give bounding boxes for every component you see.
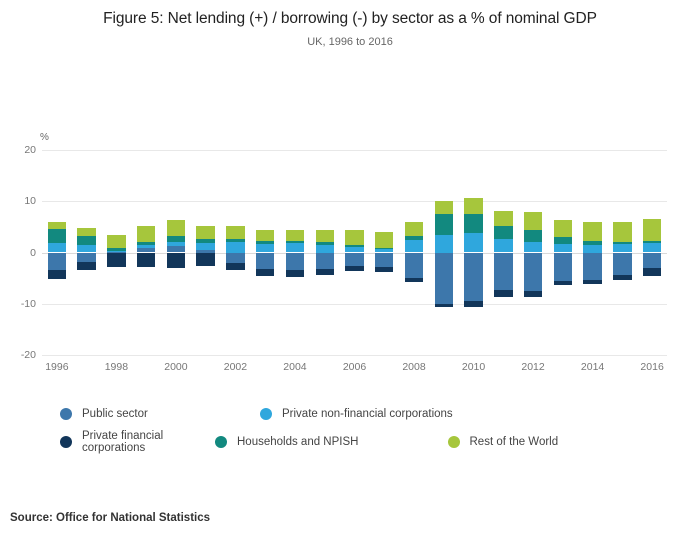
legend-label: Rest of the World bbox=[469, 436, 559, 448]
chart-legend bbox=[60, 400, 680, 456]
bar-segment bbox=[375, 267, 393, 273]
bar-segment bbox=[464, 301, 482, 307]
bar-segment bbox=[524, 242, 542, 253]
bar-segment bbox=[77, 245, 95, 252]
legend-row bbox=[60, 400, 680, 428]
bar-segment bbox=[405, 236, 423, 241]
bar-segment bbox=[405, 278, 423, 282]
bar-segment bbox=[613, 244, 631, 252]
bar-segment bbox=[345, 230, 363, 245]
bar-segment bbox=[613, 275, 631, 280]
bar-segment bbox=[226, 239, 244, 242]
plot-canvas bbox=[42, 150, 667, 355]
bar-segment bbox=[583, 241, 601, 245]
bar-segment bbox=[613, 253, 631, 275]
bar-segment bbox=[524, 230, 542, 242]
bar-segment bbox=[256, 253, 274, 270]
bar-column bbox=[256, 150, 274, 355]
bar-segment bbox=[345, 247, 363, 253]
bar-segment bbox=[435, 201, 453, 214]
y-tick-label: 0 bbox=[30, 246, 36, 259]
bar-segment bbox=[226, 263, 244, 270]
bar-segment bbox=[375, 253, 393, 267]
bar-segment bbox=[77, 253, 95, 263]
legend-label: Private financial corporations bbox=[82, 430, 164, 454]
x-tick-label: 2004 bbox=[283, 361, 307, 373]
bar-segment bbox=[196, 226, 214, 239]
bar-segment bbox=[107, 235, 125, 248]
bar-segment bbox=[375, 249, 393, 253]
bar-segment bbox=[554, 253, 572, 281]
bar-segment bbox=[226, 242, 244, 252]
x-tick-label: 1996 bbox=[45, 361, 69, 373]
x-tick-label: 2000 bbox=[164, 361, 188, 373]
bar-segment bbox=[48, 229, 66, 243]
bar-segment bbox=[613, 222, 631, 243]
x-tick-label: 2002 bbox=[223, 361, 248, 373]
bar-segment bbox=[345, 245, 363, 247]
bar-column bbox=[316, 150, 334, 355]
plot-area bbox=[0, 120, 700, 385]
y-tick-label: -10 bbox=[20, 297, 36, 310]
bar-segment bbox=[554, 244, 572, 253]
bar-segment bbox=[375, 232, 393, 248]
bar-segment bbox=[554, 237, 572, 244]
bar-column bbox=[345, 150, 363, 355]
y-axis-unit-label: % bbox=[40, 132, 49, 143]
bar-column bbox=[554, 150, 572, 355]
bar-segment bbox=[494, 211, 512, 226]
bar-segment bbox=[286, 230, 304, 241]
bar-segment bbox=[643, 253, 661, 268]
bar-segment bbox=[464, 214, 482, 233]
bar-segment bbox=[137, 253, 155, 268]
bar-segment bbox=[613, 242, 631, 244]
bar-segment bbox=[494, 239, 512, 252]
bar-segment bbox=[167, 236, 185, 242]
bar-segment bbox=[643, 219, 661, 241]
legend-swatch-icon bbox=[60, 436, 72, 448]
bar-column bbox=[137, 150, 155, 355]
bar-segment bbox=[256, 269, 274, 275]
bar-series-group bbox=[42, 150, 667, 355]
bar-segment bbox=[435, 214, 453, 235]
bar-segment bbox=[196, 243, 214, 250]
legend-item[interactable] bbox=[60, 430, 215, 454]
legend-swatch-icon bbox=[60, 408, 72, 420]
x-tick-label: 1998 bbox=[104, 361, 129, 373]
legend-swatch-icon bbox=[260, 408, 272, 420]
bar-segment bbox=[286, 270, 304, 277]
bar-segment bbox=[405, 240, 423, 252]
bar-column bbox=[226, 150, 244, 355]
x-tick-label: 2010 bbox=[461, 361, 486, 373]
x-axis-tick-labels bbox=[42, 357, 667, 377]
bar-segment bbox=[167, 220, 185, 235]
bar-column bbox=[613, 150, 631, 355]
legend-swatch-icon bbox=[448, 436, 460, 448]
legend-item[interactable] bbox=[448, 436, 681, 448]
bar-segment bbox=[554, 281, 572, 286]
bar-segment bbox=[405, 253, 423, 279]
bar-segment bbox=[524, 253, 542, 292]
x-tick-label: 2012 bbox=[521, 361, 545, 373]
bar-segment bbox=[643, 268, 661, 276]
bar-segment bbox=[316, 242, 334, 245]
bar-segment bbox=[256, 244, 274, 253]
bar-segment bbox=[494, 290, 512, 297]
bar-column bbox=[643, 150, 661, 355]
bar-segment bbox=[48, 253, 66, 270]
bar-segment bbox=[583, 280, 601, 284]
bar-segment bbox=[494, 253, 512, 291]
bar-column bbox=[435, 150, 453, 355]
bar-segment bbox=[554, 220, 572, 237]
bar-segment bbox=[167, 253, 185, 268]
x-tick-label: 2006 bbox=[342, 361, 367, 373]
bar-segment bbox=[435, 235, 453, 253]
bar-column bbox=[167, 150, 185, 355]
y-tick-label: -20 bbox=[20, 349, 36, 361]
bar-segment bbox=[435, 253, 453, 305]
x-tick-label: 2014 bbox=[580, 361, 605, 373]
x-tick-label: 2016 bbox=[640, 361, 664, 373]
bar-column bbox=[405, 150, 423, 355]
bar-segment bbox=[77, 236, 95, 246]
legend-label: Public sector bbox=[82, 408, 148, 420]
bar-segment bbox=[137, 245, 155, 248]
bar-segment bbox=[494, 226, 512, 239]
bar-segment bbox=[286, 243, 304, 252]
bar-segment bbox=[375, 248, 393, 249]
bar-segment bbox=[405, 222, 423, 235]
bar-segment bbox=[77, 262, 95, 270]
chart-subtitle: UK, 1996 to 2016 bbox=[307, 36, 393, 48]
legend-item[interactable] bbox=[260, 408, 560, 420]
bar-segment bbox=[316, 253, 334, 269]
bar-column bbox=[196, 150, 214, 355]
legend-item[interactable] bbox=[215, 436, 448, 448]
bar-segment bbox=[286, 241, 304, 244]
bar-column bbox=[464, 150, 482, 355]
legend-item[interactable] bbox=[60, 408, 260, 420]
bar-segment bbox=[345, 266, 363, 272]
bar-column bbox=[48, 150, 66, 355]
bar-column bbox=[286, 150, 304, 355]
bar-segment bbox=[196, 253, 214, 266]
bar-segment bbox=[316, 245, 334, 253]
bar-segment bbox=[435, 304, 453, 307]
bar-segment bbox=[524, 291, 542, 296]
bar-segment bbox=[226, 226, 244, 239]
bar-segment bbox=[256, 230, 274, 241]
bar-segment bbox=[583, 245, 601, 253]
bar-segment bbox=[464, 233, 482, 252]
bar-segment bbox=[137, 242, 155, 245]
gridline bbox=[42, 355, 667, 356]
bar-segment bbox=[226, 253, 244, 263]
y-tick-label: 20 bbox=[24, 144, 36, 156]
y-tick-label: 10 bbox=[24, 195, 36, 208]
bar-segment bbox=[107, 248, 125, 252]
bar-segment bbox=[464, 198, 482, 214]
bar-segment bbox=[316, 269, 334, 275]
bar-segment bbox=[77, 228, 95, 235]
bar-segment bbox=[167, 242, 185, 246]
bar-column bbox=[77, 150, 95, 355]
chart-title: Figure 5: Net lending (+) / borrowing (-) by sector as a % of nominal GDP bbox=[103, 10, 597, 27]
legend-label: Private non-financial corporations bbox=[282, 408, 453, 420]
bar-segment bbox=[167, 246, 185, 253]
bar-segment bbox=[524, 212, 542, 230]
x-tick-label: 2008 bbox=[402, 361, 426, 373]
bar-segment bbox=[286, 253, 304, 270]
bar-segment bbox=[256, 241, 274, 244]
legend-label: Households and NPISH bbox=[237, 436, 359, 448]
bar-column bbox=[524, 150, 542, 355]
bar-segment bbox=[48, 270, 66, 279]
bar-column bbox=[583, 150, 601, 355]
source-note: Source: Office for National Statistics bbox=[10, 512, 211, 524]
bar-segment bbox=[316, 230, 334, 242]
bar-segment bbox=[107, 253, 125, 268]
bar-segment bbox=[643, 243, 661, 253]
bar-segment bbox=[643, 241, 661, 243]
bar-segment bbox=[583, 222, 601, 241]
y-axis-tick-labels bbox=[0, 144, 36, 361]
bar-segment bbox=[48, 243, 66, 252]
bar-segment bbox=[464, 253, 482, 302]
legend-row bbox=[60, 428, 680, 456]
bar-column bbox=[107, 150, 125, 355]
bar-column bbox=[375, 150, 393, 355]
bar-column bbox=[494, 150, 512, 355]
bar-segment bbox=[48, 222, 66, 229]
bar-segment bbox=[583, 253, 601, 281]
bar-segment bbox=[196, 239, 214, 243]
legend-swatch-icon bbox=[215, 436, 227, 448]
bar-segment bbox=[345, 253, 363, 266]
bar-segment bbox=[137, 226, 155, 242]
